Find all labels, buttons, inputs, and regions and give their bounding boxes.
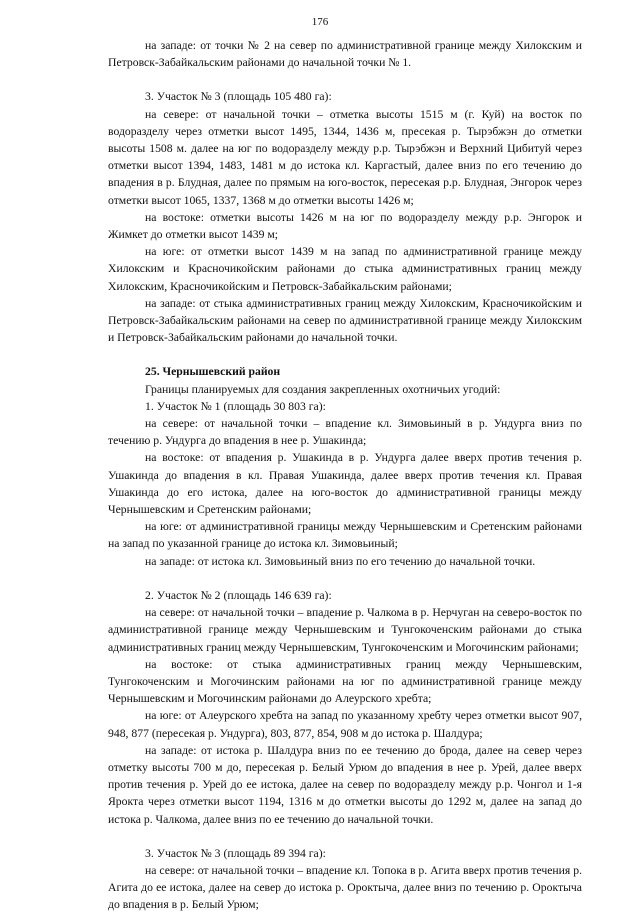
paragraph: на севере: от начальной точки – отметка высоты 1515 м (г. Куй) на восток по водоразделу через отметки высот 1495, 1344, 1436 м, пресекая р. Тырэбжэн до отметки высоты 1508 м. далее на юг по водоразделу между р.р. Тырэбжэн и Верхний Цибитуй через отметки высот 1394, 1483, 1481 м до истока кл. Каргастый, далее вниз по его течению до впадения в р. Блудная, далее по прямым на юго-восток, пересекая р.р. Блудная, Энгорок через отметки высот 1065, 1337, 1368 м до отметки высоты 1426 м;	[108, 107, 582, 207]
paragraph: на юге: от Алеурского хребта на запад по указанному хребту через отметки высот 907, 948, 877 (пересекая р. Ундурга), 803, 877, 854, 908 м до истока р. Шалдура;	[108, 709, 582, 740]
paragraph: на юге: от отметки высот 1439 м на запад по административной границе между Хилокским и Красночикойским районами до стыка административных границ между Хилокским, Красночикойским и Петровск-Забайкальским районами;	[108, 245, 582, 293]
section-heading: 3. Участок № 3 (площадь 105 480 га):	[145, 90, 332, 104]
document-body	[108, 37, 582, 914]
district-heading: 25. Чернышевский район	[145, 365, 281, 379]
paragraph: на западе: от точки № 2 на север по административной границе между Хилокским и Петровск-Забайкальским районами до начальной точки № 1.	[108, 39, 582, 70]
paragraph: на севере: от начальной точки – впадение кл. Зимовьиный в р. Ундурга вниз по течению р. Ундурга до впадения в нее р. Ушакинда;	[108, 417, 582, 448]
page-number: 176	[311, 16, 329, 28]
paragraph: на юге: от административной границы между Чернышевским и Сретенским районами на запад по указанной границе до истока кл. Зимовьиный;	[108, 520, 582, 551]
paragraph: Границы планируемых для создания закрепленных охотничьих угодий:	[145, 382, 501, 396]
section-heading: 1. Участок № 1 (площадь 30 803 га):	[145, 399, 326, 413]
paragraph: на востоке: от стыка административных границ между Чернышевским, Тунгокоченским и Могочинским районами на юг по административной границе между Чернышевским и Могочинским районами до Алеурского хребта;	[108, 657, 582, 706]
paragraph: на западе: от истока р. Шалдура вниз по ее течению до брода, далее на север через отметку высоты 700 м до, пересекая р. Белый Урюм до впадения в нее р. Урей, далее вверх против течения р. Урей до ее истока, далее на север по водоразделу между р.р. Чонгол и 1-я Ярокта через отметки высот 1194, 1316 м до отметки высоты до 1292 м, далее на запад до истока р. Чалкома, далее вниз по ее течению до начальной точки.	[108, 743, 582, 826]
paragraph: на востоке: от впадения р. Ушакинда в р. Ундурга далее вверх против течения р. Ушакинда до впадения в кл. Правая Ушакинда, далее вверх против течения кл. Правая Ушакинда до его истока, далее на юго-восток до административной границы между Чернышевским и Сретенским районами;	[108, 451, 582, 517]
paragraph: на севере: от начальной точки – впадение кл. Топока в р. Агита вверх против течения р. Агита до ее истока, далее на север до истока р. Ороктыча, далее вниз по течению р. Ороктыча до впадения в р. Белый Урюм;	[108, 863, 582, 912]
paragraph: на западе: от стыка административных границ между Хилокским, Красночикойским и Петровск-Забайкальским районами на север по административной границе между Хилокским и Петровск-Забайкальским районами до начальной точки.	[108, 296, 582, 345]
paragraph: на востоке: отметки высоты 1426 м на юг по водоразделу между р.р. Энгорок и Жимкет до отметки высот 1439 м;	[108, 210, 582, 242]
section-heading: 3. Участок № 3 (площадь 89 394 га):	[145, 846, 326, 860]
paragraph: на западе: от истока кл. Зимовьиный вниз по его течению до начальной точки.	[145, 554, 536, 568]
paragraph: на севере: от начальной точки – впадение р. Чалкома в р. Нерчуган на северо-восток по административной границе между Чернышевским и Тунгокоченским районами до стыка административных границ между Чернышевским, Тунгокоченским и Могочинским районами;	[108, 606, 582, 654]
section-heading: 2. Участок № 2 (площадь 146 639 га):	[145, 588, 332, 602]
